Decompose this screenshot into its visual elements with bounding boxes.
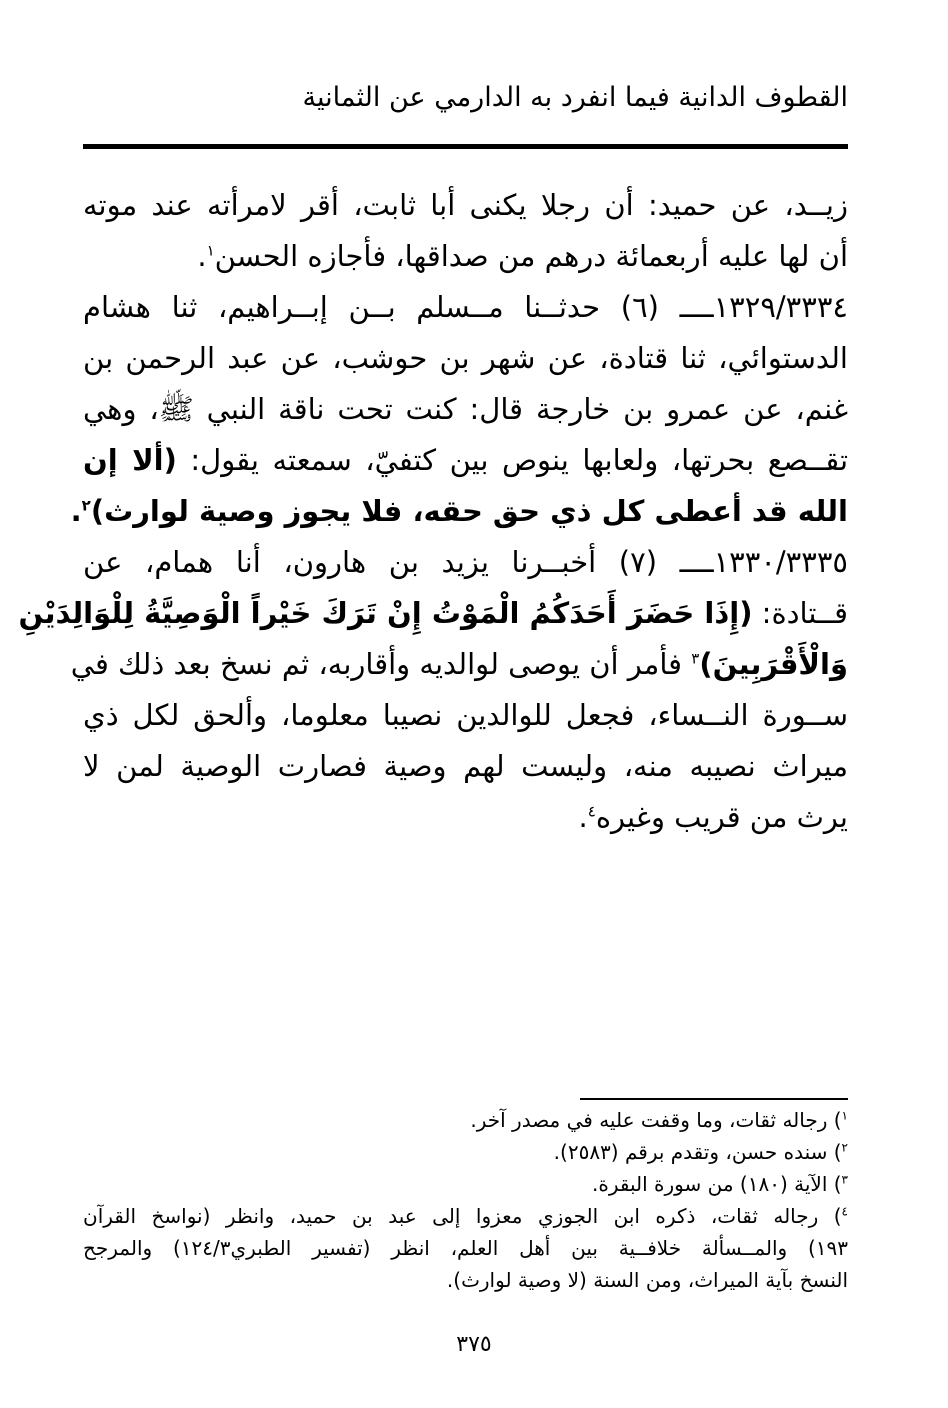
text-line-2-end: . (197, 239, 207, 273)
footnote-4-line-1 (83, 1200, 848, 1232)
text-line-8: ١٣٣٠/٣٣٣٥ــــ (٧) أخبــرنا يزيد بن هارون، أنا همام، عن (83, 545, 848, 579)
header-rule (83, 144, 848, 149)
text-line-11: ســورة النــساء، فجعل للوالدين نصيبا معلوما، وألحق لكل ذي (83, 698, 848, 732)
text-line-1: زيــد، عن حميد: أن رجلا يكنى أبا ثابت، أقر لامرأته عند موته (83, 188, 848, 222)
footnote-4-line-3: النسخ بآية الميراث، ومن السنة (لا وصية لوارث). (446, 1268, 848, 1292)
text-line-10-content: فأمر أن يوصى لوالديه وأقاربه، ثم نسخ بعد ذلك في (70, 647, 683, 681)
running-header: القطوف الدانية فيما انفرد به الدارمي عن الثمانية (302, 82, 848, 113)
text-line-6-content: تقــصع بحرتها، ولعابها ينوص بين كتفيّ، سمعته يقول: (190, 443, 849, 477)
text-line-2 (83, 231, 848, 282)
footnote-1-text: ) رجاله ثقات، وما وقفت عليه في مصدر آخر. (470, 1108, 842, 1132)
text-line-9 (18, 588, 848, 639)
footnote-2-text: ) سنده حسن، وتقدم برقم (٢٥٨٣). (553, 1140, 842, 1164)
text-line-13-content: يرث من قريب وغيره (595, 800, 848, 834)
page-number: ٣٧٥ (456, 1332, 492, 1357)
footnote-2 (83, 1136, 848, 1168)
footnotes (83, 1104, 848, 1296)
footnote-ref-1: ١ (206, 241, 215, 260)
footnote-4-text-1: ) رجاله ثقات، ذكره ابن الجوزي معزوا إلى عبد بن حميد، وانظر (نواسخ القرآن (83, 1204, 842, 1228)
footnote-ref-3: ٣ (691, 649, 700, 668)
footnote-2-number: ٢ (841, 1140, 848, 1155)
text-line-2-content: أن لها عليه أربعمائة درهم من صداقها، فأجازه الحسن (214, 239, 848, 273)
quran-verse-end: وَالْأَقْرَبِينَ) (699, 647, 848, 681)
text-line-3: ١٣٢٩/٣٣٣٤ــــ (٦) حدثــنا مــسلم بــن إبــراهيم، ثنا هشام (83, 290, 848, 324)
text-line-7 (70, 486, 848, 537)
footnote-3 (83, 1168, 848, 1200)
footnote-3-text: ) الآية (١٨٠) من سورة البقرة. (592, 1172, 842, 1196)
footnote-1 (83, 1104, 848, 1136)
text-line-4: الدستوائي، ثنا قتادة، عن شهر بن حوشب، عن عبد الرحمن بن (83, 341, 848, 375)
hadith-quote-start: (ألا إن (83, 443, 177, 477)
footnote-4-number: ٤ (841, 1204, 848, 1219)
text-line-6 (83, 435, 848, 486)
footnote-ref-4: ٤ (587, 802, 596, 821)
footnote-4-line-2: ١٩٣) والمــسألة خلافــية بين أهل العلم، انظر (تفسير الطبري١٢٤/٣) والمرجح (83, 1236, 849, 1260)
footnote-ref-2: ٢ (81, 496, 91, 515)
text-line-10 (70, 639, 848, 690)
main-text (18, 180, 849, 843)
hadith-quote-end: الله قد أعطى كل ذي حق حقه، فلا يجوز وصية لوارث) (90, 494, 848, 528)
text-line-13 (83, 792, 848, 843)
text-line-5: غنم، عن عمرو بن خارجة قال: كنت تحت ناقة النبي ﷺ، وهي (83, 392, 848, 426)
text-line-12: ميراث نصيبه منه، وليست لهم وصية فصارت الوصية لمن لا (83, 749, 848, 783)
text-line-13-end: . (578, 800, 588, 834)
footnote-1-number: ١ (841, 1108, 848, 1123)
footnote-rule (580, 1098, 848, 1100)
quran-verse-start: (إِذَا حَضَرَ أَحَدَكُمُ الْمَوْتُ إِنْ تَرَكَ خَيْراً الْوَصِيَّةُ لِلْوَالِدَيْنِ (18, 596, 753, 630)
text-line-7-end: . (70, 494, 82, 528)
text-line-9-content: قــتادة: (761, 596, 848, 630)
footnote-3-number: ٣ (841, 1172, 848, 1187)
